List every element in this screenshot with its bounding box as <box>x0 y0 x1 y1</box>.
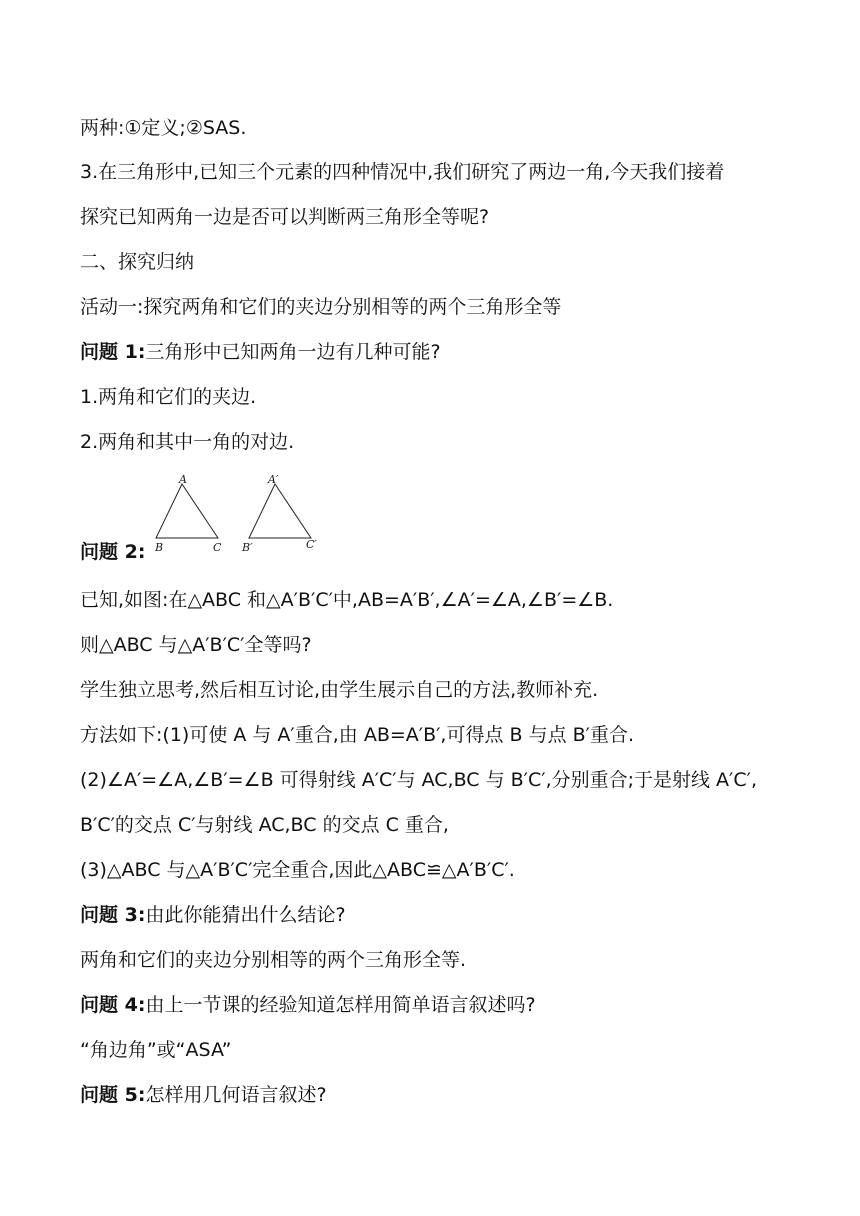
question-5 <box>80 1083 327 1107</box>
text-line: 3.在三角形中,已知三个元素的四种情况中,我们研究了两边一角,今天我们接着 <box>80 161 725 183</box>
text-line: 已知,如图:在△ABC 和△A′B′C′中,AB=A′B′,∠A′=∠A,∠B′=∠B. <box>80 589 614 611</box>
triangles-figure <box>150 470 340 555</box>
text-line: (3)△ABC 与△A′B′C′完全重合,因此△ABC≌△A′B′C′. <box>80 859 515 881</box>
section-heading: 二、探究归纳 <box>80 251 195 273</box>
label-c-prime: C′ <box>306 538 317 551</box>
text-line: 方法如下:(1)可使 A 与 A′重合,由 AB=A′B′,可得点 B 与点 B′重合. <box>80 724 635 746</box>
question-text: 怎样用几何语言叙述? <box>145 1084 327 1106</box>
activity-heading: 活动一:探究两角和它们的夹边分别相等的两个三角形全等 <box>80 296 562 318</box>
question-label: 问题 4: <box>80 994 146 1016</box>
text-line: 1.两角和它们的夹边. <box>80 386 257 408</box>
text-line: 2.两角和其中一角的对边. <box>80 431 295 453</box>
text-line: “角边角”或“ASA” <box>80 1039 232 1061</box>
triangle-a2b2c2 <box>249 484 311 538</box>
text-line: (2)∠A′=∠A,∠B′=∠B 可得射线 A′C′与 AC,BC 与 B′C′,分别重合;于是射线 A′C′, <box>80 769 757 791</box>
question-3 <box>80 903 346 927</box>
text-line: 探究已知两角一边是否可以判断两三角形全等呢? <box>80 206 490 228</box>
text-line: B′C′的交点 C′与射线 AC,BC 的交点 C 重合, <box>80 814 449 836</box>
question-label: 问题 1: <box>80 341 146 363</box>
question-label: 问题 5: <box>80 1084 146 1106</box>
question-2 <box>80 540 145 564</box>
question-text: 由上一节课的经验知道怎样用简单语言叙述吗? <box>145 994 536 1016</box>
text-line: 两种:①定义;②SAS. <box>80 117 247 139</box>
question-label: 问题 3: <box>80 904 146 926</box>
question-text: 由此你能猜出什么结论? <box>145 904 346 926</box>
triangle-abc <box>156 484 218 538</box>
label-b: B <box>155 541 164 554</box>
question-label: 问题 2: <box>80 541 146 563</box>
text-line: 两角和它们的夹边分别相等的两个三角形全等. <box>80 949 467 971</box>
label-a: A <box>179 473 187 486</box>
text-line: 学生独立思考,然后相互讨论,由学生展示自己的方法,教师补充. <box>80 679 599 701</box>
label-b-prime: B′ <box>242 541 253 554</box>
label-c: C <box>213 541 222 554</box>
question-1 <box>80 340 441 364</box>
question-4 <box>80 993 536 1017</box>
label-a-prime: A′ <box>268 473 279 486</box>
text-line: 则△ABC 与△A′B′C′全等吗? <box>80 634 312 656</box>
question-text: 三角形中已知两角一边有几种可能? <box>145 341 441 363</box>
